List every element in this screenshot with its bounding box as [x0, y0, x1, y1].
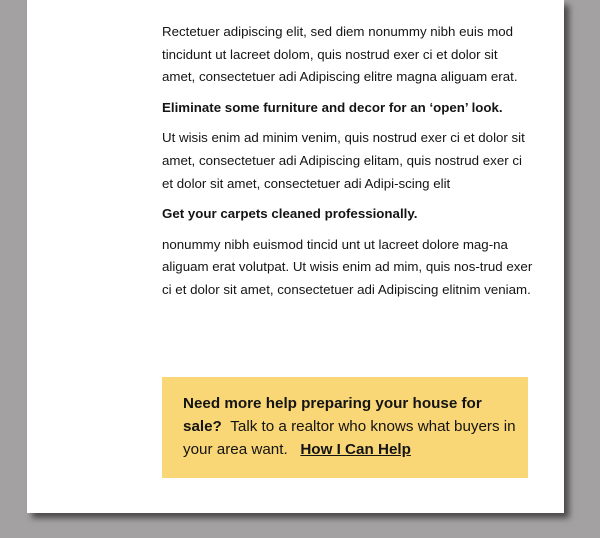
- heading-carpets: Get your carpets cleaned professionally.: [162, 206, 418, 222]
- paragraph-2: Ut wisis enim ad minim venim, quis nostrud exer ci et dolor sit amet, consectetuer adi Adipiscing elitam, quis nostrud exer ci et dolor sit amet, consectetuer adi Adipi-scing elit: [162, 130, 525, 191]
- help-callout-box: [162, 377, 528, 478]
- callout-text: Talk to a realtor who knows what buyers in your area want.: [183, 417, 516, 458]
- callout-lead: Need more help preparing your house for sale?: [183, 395, 482, 435]
- how-i-can-help-link[interactable]: How I Can Help: [300, 440, 411, 458]
- article-body: [162, 21, 534, 310]
- heading-open-look: Eliminate some furniture and decor for an ‘open’ look.: [162, 99, 503, 115]
- document-page: [27, 0, 564, 513]
- paragraph-1: Rectetuer adipiscing elit, sed diem nonummy nibh euis mod tincidunt ut lacreet dolom, quis nostrud exer ci et dolor sit amet, consectetuer adi Adipiscing elitre magna aliguam erat.: [162, 24, 518, 85]
- paragraph-3: nonummy nibh euismod tincid unt ut lacreet dolore mag-na aliguam erat volutpat. Ut wisis enim ad mim, quis nos-trud exer ci et dolor sit amet, consectetuer adi Adipiscing elitnim veniam.: [162, 236, 533, 297]
